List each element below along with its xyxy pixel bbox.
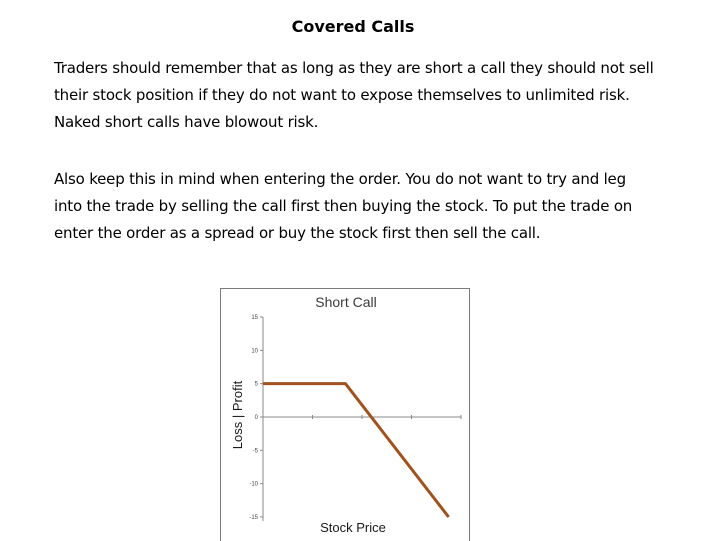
y-tick-label: -10 — [249, 481, 258, 488]
y-tick-label: 15 — [251, 315, 258, 321]
text-line: Naked short calls have blowout risk. — [54, 113, 319, 131]
text-line: Traders should remember that as long as they are short a call they should not sell — [54, 59, 654, 77]
short-call-chart-svg — [221, 289, 469, 541]
x-axis-label: Stock Price — [320, 520, 386, 535]
text-line: enter the order as a spread or buy the stock first then sell the call. — [54, 224, 541, 242]
y-tick-label: 5 — [254, 381, 258, 388]
short-call-chart — [220, 288, 470, 541]
text-line: their stock position if they do not want to expose themselves to unlimited risk. — [54, 86, 630, 104]
y-axis-label: Loss | Profit — [230, 380, 245, 450]
paragraph-order-entry — [54, 166, 694, 247]
text-line: into the trade by selling the call first then buying the stock. To put the trade on — [54, 197, 633, 215]
y-tick-label: 10 — [251, 348, 258, 355]
y-tick-label: -15 — [249, 515, 258, 521]
paragraph-naked-call-risk — [54, 55, 694, 136]
slide-title: Covered Calls — [291, 17, 415, 36]
chart-title: Short Call — [315, 294, 377, 310]
text-line: Also keep this in mind when entering the order. You do not want to try and leg — [54, 170, 626, 188]
payoff-line — [263, 384, 449, 517]
y-tick-label: 0 — [254, 415, 258, 421]
y-tick-label: -5 — [252, 448, 258, 455]
